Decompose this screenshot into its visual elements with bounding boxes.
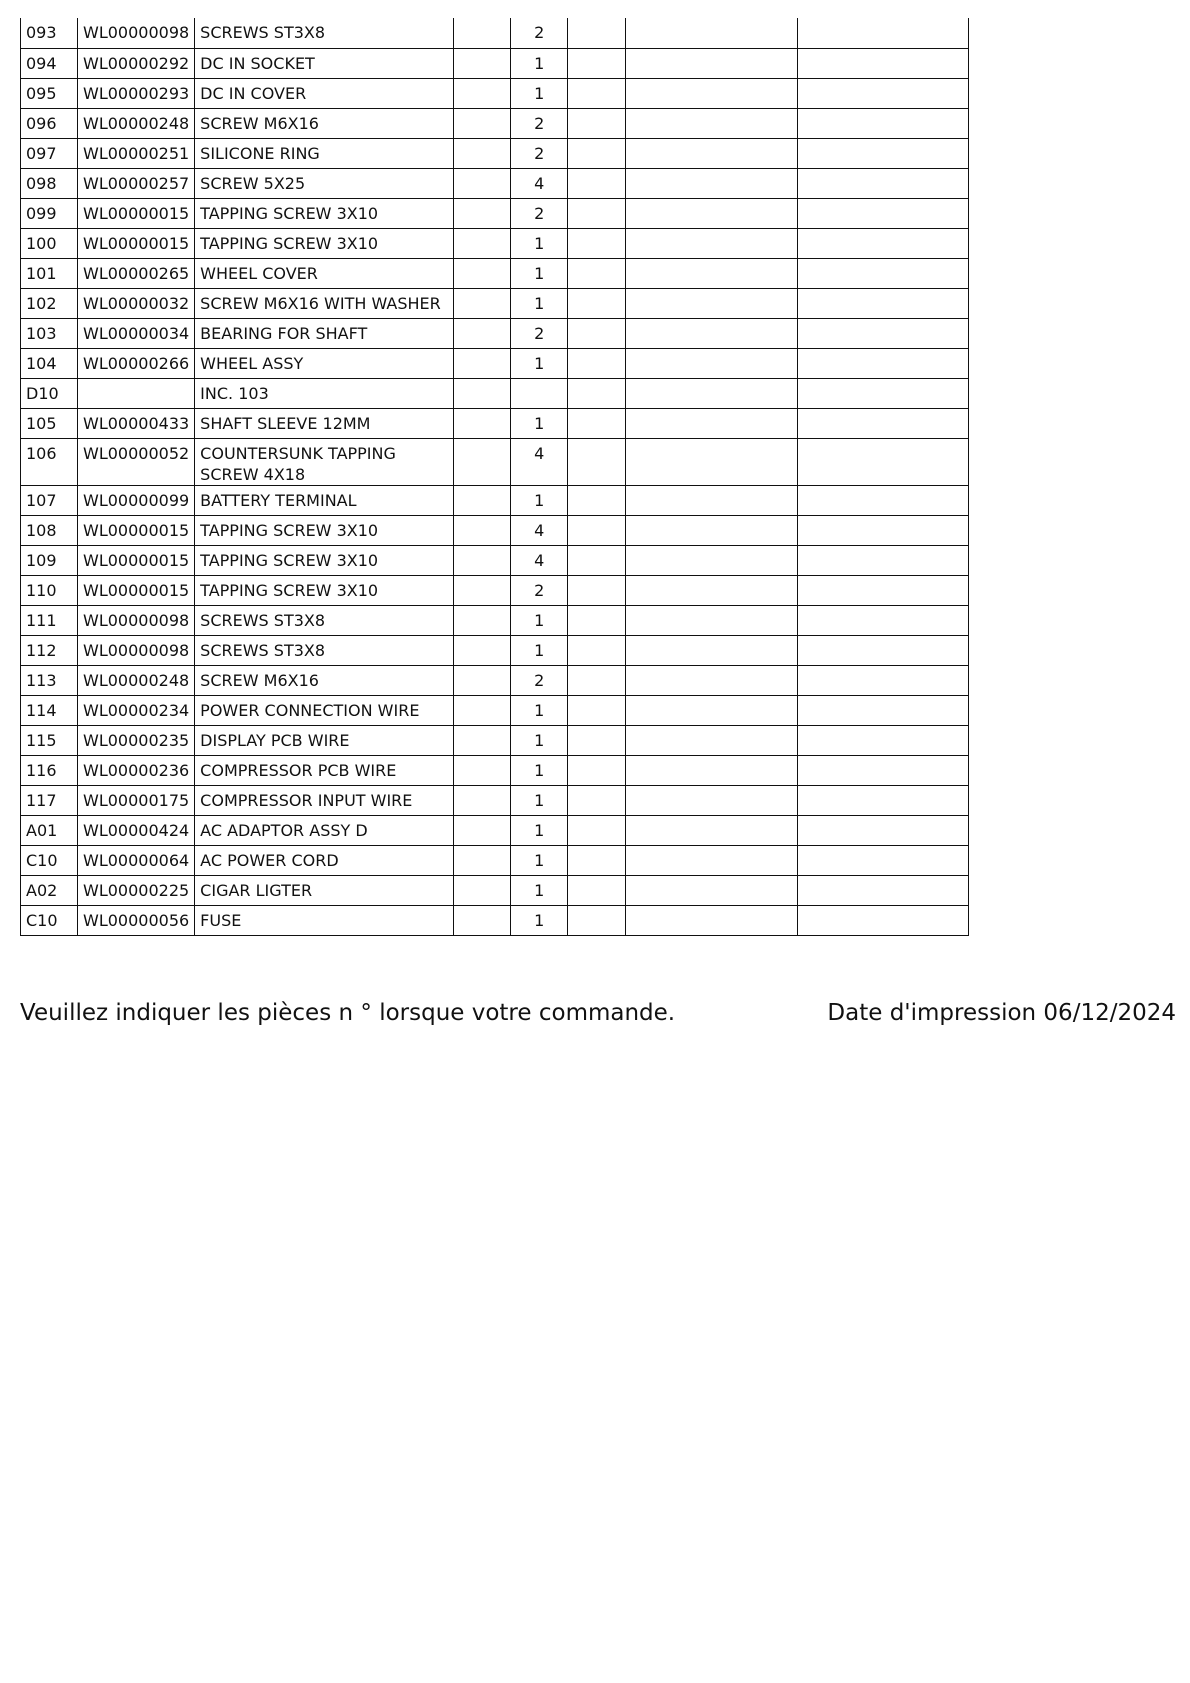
part-description-cell: COMPRESSOR PCB WIRE (195, 755, 454, 785)
empty-cell (454, 78, 511, 108)
part-code-cell: WL00000034 (78, 318, 195, 348)
part-ref-cell: 108 (21, 515, 78, 545)
table-row (21, 485, 969, 515)
empty-cell (568, 725, 626, 755)
part-quantity-cell: 1 (511, 815, 568, 845)
empty-cell (454, 665, 511, 695)
empty-cell (626, 258, 798, 288)
empty-cell (798, 575, 969, 605)
empty-cell (568, 198, 626, 228)
empty-cell (798, 228, 969, 258)
empty-cell (454, 228, 511, 258)
part-quantity-cell: 4 (511, 545, 568, 575)
part-ref-cell: C10 (21, 905, 78, 935)
empty-cell (568, 665, 626, 695)
part-description-cell: INC. 103 (195, 378, 454, 408)
empty-cell (454, 408, 511, 438)
part-description-cell: POWER CONNECTION WIRE (195, 695, 454, 725)
part-description-cell: WHEEL COVER (195, 258, 454, 288)
part-ref-cell: 112 (21, 635, 78, 665)
empty-cell (568, 635, 626, 665)
part-description-cell: SCREW M6X16 (195, 665, 454, 695)
part-ref-cell: 110 (21, 575, 78, 605)
part-code-cell: WL00000235 (78, 725, 195, 755)
empty-cell (454, 18, 511, 48)
empty-cell (626, 438, 798, 485)
empty-cell (568, 168, 626, 198)
part-ref-cell: 096 (21, 108, 78, 138)
empty-cell (798, 845, 969, 875)
part-quantity-cell: 2 (511, 108, 568, 138)
part-description-cell: BATTERY TERMINAL (195, 485, 454, 515)
table-row (21, 48, 969, 78)
part-quantity-cell: 1 (511, 228, 568, 258)
part-code-cell: WL00000015 (78, 545, 195, 575)
empty-cell (568, 108, 626, 138)
part-description-cell: WHEEL ASSY (195, 348, 454, 378)
empty-cell (568, 515, 626, 545)
part-ref-cell: 105 (21, 408, 78, 438)
table-row (21, 18, 969, 48)
part-quantity-cell: 1 (511, 725, 568, 755)
table-row (21, 755, 969, 785)
part-code-cell: WL00000234 (78, 695, 195, 725)
table-row (21, 905, 969, 935)
part-ref-cell: 099 (21, 198, 78, 228)
empty-cell (454, 845, 511, 875)
part-ref-cell: C10 (21, 845, 78, 875)
table-row (21, 695, 969, 725)
part-code-cell: WL00000015 (78, 228, 195, 258)
part-code-cell: WL00000257 (78, 168, 195, 198)
empty-cell (626, 575, 798, 605)
empty-cell (568, 845, 626, 875)
part-description-cell: BEARING FOR SHAFT (195, 318, 454, 348)
part-description-cell: CIGAR LIGTER (195, 875, 454, 905)
empty-cell (626, 545, 798, 575)
empty-cell (626, 108, 798, 138)
part-description-cell: DISPLAY PCB WIRE (195, 725, 454, 755)
empty-cell (626, 515, 798, 545)
part-ref-cell: 113 (21, 665, 78, 695)
empty-cell (454, 905, 511, 935)
empty-cell (626, 485, 798, 515)
part-description-cell: SCREWS ST3X8 (195, 635, 454, 665)
empty-cell (568, 318, 626, 348)
empty-cell (568, 138, 626, 168)
empty-cell (626, 408, 798, 438)
empty-cell (798, 875, 969, 905)
empty-cell (454, 288, 511, 318)
empty-cell (568, 695, 626, 725)
empty-cell (798, 438, 969, 485)
empty-cell (568, 605, 626, 635)
empty-cell (626, 288, 798, 318)
empty-cell (568, 545, 626, 575)
part-code-cell: WL00000266 (78, 348, 195, 378)
table-row (21, 138, 969, 168)
empty-cell (454, 635, 511, 665)
part-ref-cell: 111 (21, 605, 78, 635)
part-code-cell: WL00000032 (78, 288, 195, 318)
part-code-cell: WL00000098 (78, 18, 195, 48)
table-row (21, 378, 969, 408)
part-code-cell: WL00000064 (78, 845, 195, 875)
part-ref-cell: A02 (21, 875, 78, 905)
part-quantity-cell: 1 (511, 288, 568, 318)
table-row (21, 515, 969, 545)
print-date: Date d'impression 06/12/2024 (827, 1000, 1176, 1026)
empty-cell (568, 875, 626, 905)
empty-cell (568, 228, 626, 258)
empty-cell (626, 228, 798, 258)
table-row (21, 635, 969, 665)
empty-cell (626, 815, 798, 845)
empty-cell (568, 288, 626, 318)
part-code-cell: WL00000293 (78, 78, 195, 108)
table-row (21, 408, 969, 438)
empty-cell (568, 48, 626, 78)
part-description-cell: SCREWS ST3X8 (195, 18, 454, 48)
empty-cell (626, 845, 798, 875)
part-code-cell (78, 378, 195, 408)
part-code-cell: WL00000052 (78, 438, 195, 485)
part-description-cell: COUNTERSUNK TAPPING SCREW 4X18 (195, 438, 454, 485)
part-quantity-cell: 2 (511, 18, 568, 48)
part-code-cell: WL00000056 (78, 905, 195, 935)
empty-cell (626, 18, 798, 48)
part-description-cell: FUSE (195, 905, 454, 935)
table-row (21, 438, 969, 485)
part-ref-cell: 094 (21, 48, 78, 78)
part-quantity-cell: 1 (511, 755, 568, 785)
empty-cell (568, 438, 626, 485)
part-code-cell: WL00000251 (78, 138, 195, 168)
part-description-cell: SCREWS ST3X8 (195, 605, 454, 635)
part-description-cell: SHAFT SLEEVE 12MM (195, 408, 454, 438)
empty-cell (568, 348, 626, 378)
empty-cell (454, 575, 511, 605)
part-quantity-cell: 1 (511, 845, 568, 875)
empty-cell (568, 905, 626, 935)
table-row (21, 318, 969, 348)
part-quantity-cell: 4 (511, 515, 568, 545)
part-code-cell: WL00000236 (78, 755, 195, 785)
table-row (21, 875, 969, 905)
table-row (21, 288, 969, 318)
part-code-cell: WL00000225 (78, 875, 195, 905)
part-ref-cell: 116 (21, 755, 78, 785)
empty-cell (626, 695, 798, 725)
empty-cell (798, 138, 969, 168)
part-ref-cell: 115 (21, 725, 78, 755)
empty-cell (798, 905, 969, 935)
empty-cell (626, 605, 798, 635)
empty-cell (798, 665, 969, 695)
empty-cell (568, 485, 626, 515)
empty-cell (454, 515, 511, 545)
part-quantity-cell: 1 (511, 408, 568, 438)
empty-cell (798, 545, 969, 575)
part-ref-cell: 109 (21, 545, 78, 575)
part-quantity-cell: 2 (511, 138, 568, 168)
empty-cell (626, 378, 798, 408)
empty-cell (798, 378, 969, 408)
empty-cell (568, 18, 626, 48)
part-ref-cell: 100 (21, 228, 78, 258)
empty-cell (568, 78, 626, 108)
part-quantity-cell: 1 (511, 635, 568, 665)
empty-cell (798, 408, 969, 438)
part-description-cell: TAPPING SCREW 3X10 (195, 198, 454, 228)
empty-cell (626, 905, 798, 935)
part-description-cell: SILICONE RING (195, 138, 454, 168)
empty-cell (798, 755, 969, 785)
empty-cell (568, 258, 626, 288)
part-quantity-cell (511, 378, 568, 408)
table-row (21, 198, 969, 228)
table-row (21, 605, 969, 635)
table-row (21, 228, 969, 258)
empty-cell (626, 875, 798, 905)
part-quantity-cell: 2 (511, 198, 568, 228)
table-row (21, 78, 969, 108)
part-quantity-cell: 1 (511, 485, 568, 515)
table-row (21, 665, 969, 695)
table-row (21, 545, 969, 575)
empty-cell (798, 48, 969, 78)
empty-cell (568, 378, 626, 408)
empty-cell (626, 348, 798, 378)
table-row (21, 108, 969, 138)
part-quantity-cell: 2 (511, 665, 568, 695)
part-code-cell: WL00000015 (78, 198, 195, 228)
empty-cell (454, 785, 511, 815)
part-code-cell: WL00000265 (78, 258, 195, 288)
empty-cell (798, 725, 969, 755)
part-ref-cell: A01 (21, 815, 78, 845)
empty-cell (454, 695, 511, 725)
empty-cell (454, 108, 511, 138)
empty-cell (798, 288, 969, 318)
part-quantity-cell: 4 (511, 168, 568, 198)
part-code-cell: WL00000015 (78, 575, 195, 605)
part-ref-cell: 117 (21, 785, 78, 815)
empty-cell (454, 318, 511, 348)
part-description-cell: AC ADAPTOR ASSY D (195, 815, 454, 845)
empty-cell (626, 635, 798, 665)
part-code-cell: WL00000175 (78, 785, 195, 815)
empty-cell (798, 168, 969, 198)
table-row (21, 348, 969, 378)
empty-cell (626, 48, 798, 78)
empty-cell (454, 485, 511, 515)
table-row (21, 258, 969, 288)
part-quantity-cell: 2 (511, 575, 568, 605)
part-ref-cell: 095 (21, 78, 78, 108)
empty-cell (568, 575, 626, 605)
empty-cell (798, 198, 969, 228)
empty-cell (798, 258, 969, 288)
part-description-cell: DC IN SOCKET (195, 48, 454, 78)
empty-cell (454, 198, 511, 228)
empty-cell (626, 78, 798, 108)
part-ref-cell: 104 (21, 348, 78, 378)
empty-cell (798, 18, 969, 48)
part-quantity-cell: 1 (511, 78, 568, 108)
empty-cell (454, 168, 511, 198)
part-ref-cell: 093 (21, 18, 78, 48)
empty-cell (568, 785, 626, 815)
empty-cell (454, 438, 511, 485)
empty-cell (454, 605, 511, 635)
parts-table (20, 18, 969, 936)
empty-cell (454, 378, 511, 408)
table-row (21, 725, 969, 755)
empty-cell (798, 108, 969, 138)
empty-cell (568, 815, 626, 845)
part-ref-cell: 103 (21, 318, 78, 348)
part-code-cell: WL00000098 (78, 635, 195, 665)
part-description-cell: SCREW M6X16 WITH WASHER (195, 288, 454, 318)
part-code-cell: WL00000292 (78, 48, 195, 78)
table-row (21, 785, 969, 815)
table-row (21, 815, 969, 845)
empty-cell (568, 755, 626, 785)
part-description-cell: AC POWER CORD (195, 845, 454, 875)
empty-cell (454, 545, 511, 575)
empty-cell (626, 318, 798, 348)
part-description-cell: SCREW M6X16 (195, 108, 454, 138)
part-quantity-cell: 1 (511, 605, 568, 635)
part-ref-cell: 114 (21, 695, 78, 725)
empty-cell (798, 815, 969, 845)
part-quantity-cell: 1 (511, 905, 568, 935)
part-description-cell: TAPPING SCREW 3X10 (195, 228, 454, 258)
part-code-cell: WL00000433 (78, 408, 195, 438)
part-description-cell: TAPPING SCREW 3X10 (195, 545, 454, 575)
part-ref-cell: 098 (21, 168, 78, 198)
part-ref-cell: 107 (21, 485, 78, 515)
table-row (21, 845, 969, 875)
order-instruction-note: Veuillez indiquer les pièces n ° lorsque votre commande. (20, 1000, 676, 1026)
part-description-cell: COMPRESSOR INPUT WIRE (195, 785, 454, 815)
empty-cell (798, 485, 969, 515)
empty-cell (626, 138, 798, 168)
empty-cell (626, 665, 798, 695)
part-ref-cell: 102 (21, 288, 78, 318)
part-ref-cell: 101 (21, 258, 78, 288)
empty-cell (798, 318, 969, 348)
empty-cell (798, 605, 969, 635)
empty-cell (454, 48, 511, 78)
empty-cell (798, 78, 969, 108)
part-ref-cell: D10 (21, 378, 78, 408)
part-quantity-cell: 1 (511, 785, 568, 815)
part-quantity-cell: 1 (511, 875, 568, 905)
empty-cell (626, 198, 798, 228)
empty-cell (454, 725, 511, 755)
part-quantity-cell: 2 (511, 318, 568, 348)
part-code-cell: WL00000424 (78, 815, 195, 845)
empty-cell (798, 785, 969, 815)
part-quantity-cell: 1 (511, 48, 568, 78)
part-code-cell: WL00000015 (78, 515, 195, 545)
empty-cell (454, 138, 511, 168)
empty-cell (454, 755, 511, 785)
part-quantity-cell: 1 (511, 695, 568, 725)
part-code-cell: WL00000099 (78, 485, 195, 515)
empty-cell (626, 168, 798, 198)
part-quantity-cell: 4 (511, 438, 568, 485)
empty-cell (626, 725, 798, 755)
part-quantity-cell: 1 (511, 348, 568, 378)
part-ref-cell: 097 (21, 138, 78, 168)
empty-cell (798, 635, 969, 665)
empty-cell (568, 408, 626, 438)
empty-cell (454, 815, 511, 845)
empty-cell (626, 755, 798, 785)
empty-cell (798, 695, 969, 725)
part-code-cell: WL00000248 (78, 665, 195, 695)
part-description-cell: SCREW 5X25 (195, 168, 454, 198)
part-quantity-cell: 1 (511, 258, 568, 288)
empty-cell (626, 785, 798, 815)
empty-cell (454, 258, 511, 288)
part-code-cell: WL00000098 (78, 605, 195, 635)
part-description-cell: TAPPING SCREW 3X10 (195, 515, 454, 545)
part-description-cell: DC IN COVER (195, 78, 454, 108)
empty-cell (454, 348, 511, 378)
part-code-cell: WL00000248 (78, 108, 195, 138)
table-row (21, 575, 969, 605)
empty-cell (454, 875, 511, 905)
table-row (21, 168, 969, 198)
part-ref-cell: 106 (21, 438, 78, 485)
empty-cell (798, 348, 969, 378)
part-description-cell: TAPPING SCREW 3X10 (195, 575, 454, 605)
empty-cell (798, 515, 969, 545)
